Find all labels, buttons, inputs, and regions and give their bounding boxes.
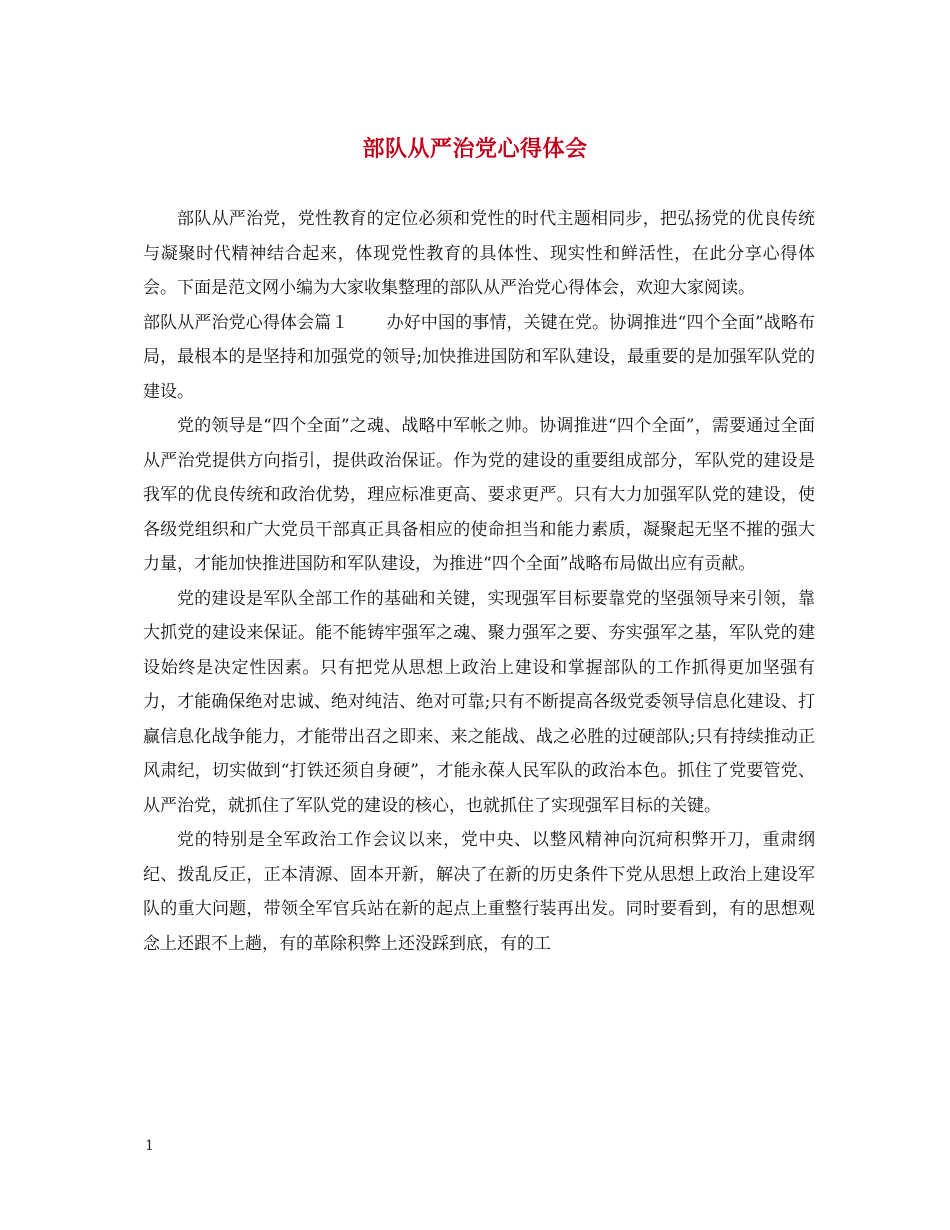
paragraph-4: 党的特别是全军政治工作会议以来，党中央、以整风精神向沉疴积弊开刀，重肃纲纪、拨乱反正，正本清源、固本开新，解决了在新的历史条件下党从思想上政治上建设军队的重大问题，带领全军官兵站在新的起点上重整行装再出发。同时要看到，有的思想观念上还跟不上趟，有的革除积弊上还没踩到底，有的工 [143, 830, 815, 954]
section-heading: 部队从严治党心得体会篇１ [143, 312, 349, 333]
section-paragraph [143, 306, 815, 410]
section-first-paragraph: 办好中国的事情，关键在党。协调推进“四个全面”战略布局，最根本的是坚持和加强党的领导;加快推进国防和军队建设，最重要的是加强军队党的建设。 [143, 312, 816, 402]
document-title: 部队从严治党心得体会 [362, 136, 588, 162]
page-number: 1 [145, 1138, 154, 1154]
intro-paragraph: 部队从严治党，党性教育的定位必须和党性的时代主题相同步，把弘扬党的优良传统与凝聚时代精神结合起来，体现党性教育的具体性、现实性和鲜活性，在此分享心得体会。下面是范文网小编为大家收集整理的部队从严治党心得体会，欢迎大家阅读。 [143, 209, 815, 298]
paragraph-3: 党的建设是军队全部工作的基础和关键，实现强军目标要靠党的坚强领导来引领，靠大抓党的建设来保证。能不能铸牢强军之魂、聚力强军之要、夯实强军之基，军队党的建设始终是决定性因素。只有把党从思想上政治上建设和掌握部队的工作抓得更加坚强有力，才能确保绝对忠诚、绝对纯洁、绝对可靠;只有不断提高各级党委领导信息化建设、打赢信息化战争能力，才能带出召之即来、来之能战、战之必胜的过硬部队;只有持续推动正风肃纪，切实做到“打铁还须自身硬”，才能永葆人民军队的政治本色。抓住了党要管党、从严治党，就抓住了军队党的建设的核心，也就抓住了实现强军目标的关键。 [143, 588, 815, 816]
paragraph-2: 党的领导是“四个全面”之魂、战略中军帐之帅。协调推进“四个全面”，需要通过全面从严治党提供方向指引，提供政治保证。作为党的建设的重要组成部分，军队党的建设是我军的优良传统和政治优势，理应标准更高、要求更严。只有大力加强军队党的建设，使各级党组织和广大党员干部真正具备相应的使命担当和能力素质，凝聚起无坚不摧的强大力量，才能加快推进国防和军队建设，为推进“四个全面”战略布局做出应有贡献。 [143, 416, 815, 574]
document-body [143, 202, 815, 961]
